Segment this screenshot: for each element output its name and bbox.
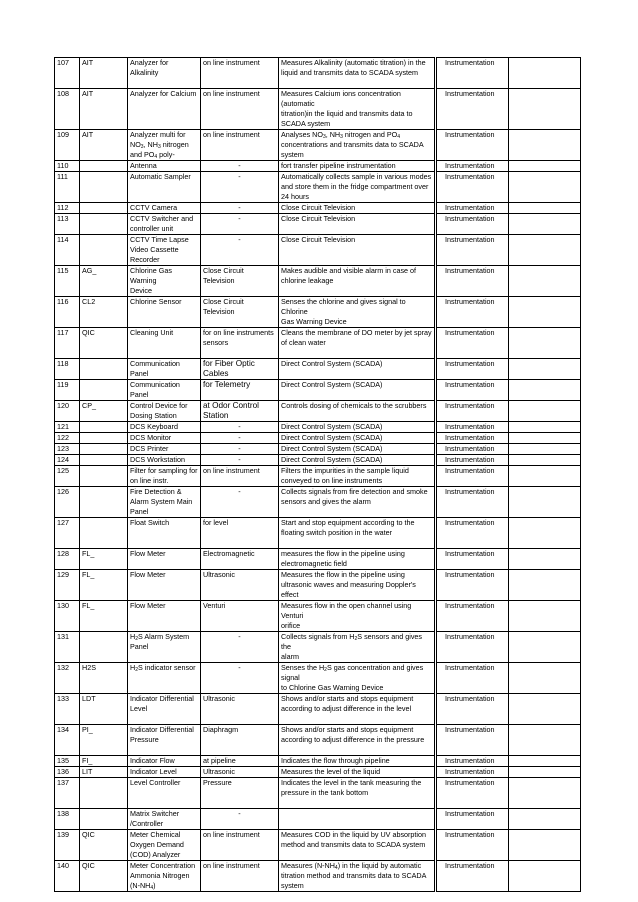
table-row: [55, 380, 581, 401]
cell-category: Instrumentation: [436, 861, 509, 892]
table-row: [55, 161, 581, 172]
cell-item-number: 110: [55, 161, 80, 172]
cell-notes: [509, 172, 581, 203]
cell-tag: PI_: [80, 725, 128, 756]
cell-tag: [80, 809, 128, 830]
cell-tag: AIT: [80, 58, 128, 89]
cell-category: Instrumentation: [436, 725, 509, 756]
cell-type: Close Circuit Television: [201, 266, 279, 297]
cell-description: Direct Control System (SCADA): [279, 380, 436, 401]
cell-description: Cleans the membrane of DO meter by jet spray of clean water: [279, 328, 436, 359]
cell-equipment-name: Analyzer for Calcium: [128, 89, 201, 130]
cell-category: Instrumentation: [436, 455, 509, 466]
cell-notes: [509, 235, 581, 266]
cell-notes: [509, 422, 581, 433]
cell-item-number: 122: [55, 433, 80, 444]
equipment-table: [54, 57, 581, 892]
cell-item-number: 140: [55, 861, 80, 892]
cell-equipment-name: Automatic Sampler: [128, 172, 201, 203]
cell-category: Instrumentation: [436, 601, 509, 632]
cell-notes: [509, 266, 581, 297]
cell-notes: [509, 214, 581, 235]
cell-category: Instrumentation: [436, 570, 509, 601]
cell-type: Close Circuit Television: [201, 297, 279, 328]
cell-notes: [509, 203, 581, 214]
cell-equipment-name: Communication Panel: [128, 380, 201, 401]
table-row: [55, 663, 581, 694]
cell-item-number: 139: [55, 830, 80, 861]
table-row: [55, 444, 581, 455]
cell-description: Direct Control System (SCADA): [279, 359, 436, 380]
cell-item-number: 114: [55, 235, 80, 266]
cell-category: Instrumentation: [436, 444, 509, 455]
cell-notes: [509, 549, 581, 570]
cell-type: -: [201, 161, 279, 172]
cell-tag: QIC: [80, 328, 128, 359]
table-body: [55, 58, 581, 892]
cell-description: Direct Control System (SCADA): [279, 455, 436, 466]
table-row: [55, 401, 581, 422]
cell-description: Indicates the flow through pipeline: [279, 756, 436, 767]
cell-description: Senses the chlorine and gives signal to Chlorine Gas Warning Device: [279, 297, 436, 328]
cell-type: -: [201, 422, 279, 433]
cell-item-number: 129: [55, 570, 80, 601]
cell-category: Instrumentation: [436, 89, 509, 130]
cell-tag: H2S: [80, 663, 128, 694]
cell-tag: [80, 632, 128, 663]
cell-description: Measures flow in the open channel using Venturi orifice: [279, 601, 436, 632]
cell-category: Instrumentation: [436, 756, 509, 767]
cell-type: on line instrument: [201, 830, 279, 861]
cell-category: Instrumentation: [436, 632, 509, 663]
table-row: [55, 58, 581, 89]
cell-equipment-name: Analyzer for Alkalinity: [128, 58, 201, 89]
cell-item-number: 127: [55, 518, 80, 549]
cell-category: Instrumentation: [436, 161, 509, 172]
cell-description: Collects signals from fire detection and smoke sensors and gives the alarm: [279, 487, 436, 518]
cell-tag: QIC: [80, 861, 128, 892]
cell-description: Analyses $NO_3$, $NH_3$ nitrogen and $PO_4$ concentrations and transmits data to SCADA system: [279, 130, 436, 161]
cell-equipment-name: CCTV Camera: [128, 203, 201, 214]
cell-description: Filters the impurities in the sample liquid conveyed to on line instruments: [279, 466, 436, 487]
cell-description: Indicates the level in the tank measuring the pressure in the tank bottom: [279, 778, 436, 809]
cell-type: -: [201, 487, 279, 518]
cell-notes: [509, 297, 581, 328]
cell-description: Shows and/or starts and stops equipment according to adjust difference in the level: [279, 694, 436, 725]
cell-tag: [80, 444, 128, 455]
table-row: [55, 89, 581, 130]
cell-type: Ultrasonic: [201, 570, 279, 601]
cell-tag: AG_: [80, 266, 128, 297]
table-row: [55, 830, 581, 861]
cell-description: Senses the $H_2S$ gas concentration and gives signal to Chlorine Gas Warning Device: [279, 663, 436, 694]
table-row: [55, 767, 581, 778]
cell-equipment-name: Indicator Differential Pressure: [128, 725, 201, 756]
cell-tag: [80, 380, 128, 401]
cell-type: at Odor Control Station: [201, 401, 279, 422]
cell-item-number: 112: [55, 203, 80, 214]
table-row: [55, 422, 581, 433]
cell-tag: [80, 214, 128, 235]
cell-tag: AIT: [80, 89, 128, 130]
table-row: [55, 487, 581, 518]
cell-tag: [80, 172, 128, 203]
cell-equipment-name: Antenna: [128, 161, 201, 172]
cell-equipment-name: Flow Meter: [128, 549, 201, 570]
cell-category: Instrumentation: [436, 809, 509, 830]
table-row: [55, 235, 581, 266]
cell-category: Instrumentation: [436, 401, 509, 422]
cell-category: Instrumentation: [436, 235, 509, 266]
cell-item-number: 132: [55, 663, 80, 694]
cell-notes: [509, 455, 581, 466]
cell-equipment-name: Flow Meter: [128, 601, 201, 632]
cell-equipment-name: CCTV Switcher and controller unit: [128, 214, 201, 235]
cell-category: Instrumentation: [436, 518, 509, 549]
cell-category: Instrumentation: [436, 663, 509, 694]
cell-item-number: 107: [55, 58, 80, 89]
cell-description: Direct Control System (SCADA): [279, 422, 436, 433]
cell-description: Measures Calcium ions concentration (automatic titration)in the liquid and transmits data to SCADA system: [279, 89, 436, 130]
cell-equipment-name: DCS Monitor: [128, 433, 201, 444]
cell-notes: [509, 380, 581, 401]
cell-description: Direct Control System (SCADA): [279, 444, 436, 455]
cell-notes: [509, 570, 581, 601]
cell-equipment-name: Cleaning Unit: [128, 328, 201, 359]
cell-tag: FL_: [80, 570, 128, 601]
cell-type: for level: [201, 518, 279, 549]
cell-notes: [509, 601, 581, 632]
cell-category: Instrumentation: [436, 422, 509, 433]
cell-notes: [509, 694, 581, 725]
cell-item-number: 125: [55, 466, 80, 487]
cell-tag: [80, 422, 128, 433]
cell-description: Measures COD in the liquid by UV absorption method and transmits data to SCADA system: [279, 830, 436, 861]
cell-type: -: [201, 455, 279, 466]
cell-item-number: 121: [55, 422, 80, 433]
table-row: [55, 778, 581, 809]
cell-item-number: 111: [55, 172, 80, 203]
cell-equipment-name: Indicator Flow: [128, 756, 201, 767]
cell-equipment-name: Indicator Differential Level: [128, 694, 201, 725]
cell-type: on line instrument: [201, 466, 279, 487]
cell-category: Instrumentation: [436, 487, 509, 518]
cell-type: on line instrument: [201, 861, 279, 892]
cell-type: -: [201, 632, 279, 663]
cell-item-number: 119: [55, 380, 80, 401]
cell-type: for Telemetry: [201, 380, 279, 401]
cell-tag: [80, 455, 128, 466]
cell-type: -: [201, 172, 279, 203]
cell-equipment-name: Flow Meter: [128, 570, 201, 601]
table-row: [55, 601, 581, 632]
cell-type: Ultrasonic: [201, 767, 279, 778]
cell-tag: [80, 487, 128, 518]
table-row: [55, 809, 581, 830]
cell-item-number: 120: [55, 401, 80, 422]
table-row: [55, 130, 581, 161]
cell-equipment-name: Indicator Level: [128, 767, 201, 778]
cell-description: Measures Alkalinity (automatic titration) in the liquid and transmits data to SCADA system: [279, 58, 436, 89]
cell-equipment-name: DCS Workstation: [128, 455, 201, 466]
cell-category: Instrumentation: [436, 297, 509, 328]
cell-description: Measures the level of the liquid: [279, 767, 436, 778]
cell-item-number: 128: [55, 549, 80, 570]
table-row: [55, 694, 581, 725]
cell-notes: [509, 767, 581, 778]
cell-tag: [80, 778, 128, 809]
cell-tag: QIC: [80, 830, 128, 861]
cell-type: Ultrasonic: [201, 694, 279, 725]
cell-category: Instrumentation: [436, 328, 509, 359]
cell-notes: [509, 433, 581, 444]
cell-type: Pressure: [201, 778, 279, 809]
cell-category: Instrumentation: [436, 266, 509, 297]
cell-equipment-name: CCTV Time Lapse Video Cassette Recorder: [128, 235, 201, 266]
cell-notes: [509, 359, 581, 380]
cell-tag: LDT: [80, 694, 128, 725]
cell-notes: [509, 444, 581, 455]
cell-category: Instrumentation: [436, 466, 509, 487]
cell-tag: [80, 433, 128, 444]
cell-equipment-name: Control Device for Dosing Station: [128, 401, 201, 422]
cell-type: at pipeline: [201, 756, 279, 767]
table-row: [55, 214, 581, 235]
cell-tag: FL_: [80, 601, 128, 632]
cell-category: Instrumentation: [436, 767, 509, 778]
cell-tag: CL2: [80, 297, 128, 328]
cell-item-number: 134: [55, 725, 80, 756]
cell-type: Venturi: [201, 601, 279, 632]
cell-type: on line instrument: [201, 58, 279, 89]
cell-description: Close Circuit Television: [279, 214, 436, 235]
cell-type: for Fiber Optic Cables: [201, 359, 279, 380]
cell-tag: [80, 235, 128, 266]
cell-category: Instrumentation: [436, 380, 509, 401]
cell-equipment-name: Meter Chemical Oxygen Demand (COD) Analyzer: [128, 830, 201, 861]
table-row: [55, 466, 581, 487]
cell-description: Close Circuit Television: [279, 235, 436, 266]
cell-item-number: 113: [55, 214, 80, 235]
cell-type: on line instrument: [201, 130, 279, 161]
table-row: [55, 266, 581, 297]
cell-equipment-name: $H_2S$ Alarm System Panel: [128, 632, 201, 663]
cell-tag: [80, 466, 128, 487]
table-row: [55, 359, 581, 380]
cell-item-number: 108: [55, 89, 80, 130]
cell-item-number: 133: [55, 694, 80, 725]
cell-description: Controls dosing of chemicals to the scrubbers: [279, 401, 436, 422]
table-row: [55, 203, 581, 214]
cell-type: -: [201, 809, 279, 830]
cell-description: measures the flow in the pipeline using electromagnetic field: [279, 549, 436, 570]
cell-type: Electromagnetic: [201, 549, 279, 570]
cell-equipment-name: Fire Detection & Alarm System Main Panel: [128, 487, 201, 518]
cell-notes: [509, 466, 581, 487]
cell-equipment-name: Meter Concentration Ammonia Nitrogen $(N-NH_4)$: [128, 861, 201, 892]
cell-notes: [509, 58, 581, 89]
cell-notes: [509, 756, 581, 767]
cell-equipment-name: Chlorine Gas Warning Device: [128, 266, 201, 297]
cell-category: Instrumentation: [436, 130, 509, 161]
cell-equipment-name: DCS Printer: [128, 444, 201, 455]
cell-type: -: [201, 433, 279, 444]
cell-tag: AIT: [80, 130, 128, 161]
cell-description: Measures $(N-NH_4)$ in the liquid by automatic titration method and transmits data to SCADA system: [279, 861, 436, 892]
cell-type: -: [201, 214, 279, 235]
table-row: [55, 328, 581, 359]
cell-tag: [80, 203, 128, 214]
cell-description: Collects signals from $H_2S$ sensors and gives the alarm: [279, 632, 436, 663]
cell-notes: [509, 130, 581, 161]
table-row: [55, 172, 581, 203]
table-row: [55, 570, 581, 601]
cell-type: Diaphragm: [201, 725, 279, 756]
cell-category: Instrumentation: [436, 203, 509, 214]
cell-notes: [509, 518, 581, 549]
cell-notes: [509, 89, 581, 130]
cell-description: Close Circuit Television: [279, 203, 436, 214]
cell-type: for on line instruments sensors: [201, 328, 279, 359]
cell-category: Instrumentation: [436, 549, 509, 570]
cell-item-number: 115: [55, 266, 80, 297]
cell-tag: FL_: [80, 549, 128, 570]
cell-category: Instrumentation: [436, 214, 509, 235]
cell-item-number: 137: [55, 778, 80, 809]
cell-description: Start and stop equipment according to the floating switch position in the water: [279, 518, 436, 549]
table-row: [55, 433, 581, 444]
cell-equipment-name: Matrix Switcher /Controller: [128, 809, 201, 830]
table-row: [55, 455, 581, 466]
cell-notes: [509, 725, 581, 756]
cell-description: [279, 809, 436, 830]
table-row: [55, 518, 581, 549]
cell-tag: [80, 518, 128, 549]
cell-equipment-name: Communication Panel: [128, 359, 201, 380]
cell-notes: [509, 401, 581, 422]
cell-item-number: 135: [55, 756, 80, 767]
cell-item-number: 124: [55, 455, 80, 466]
cell-equipment-name: Chlorine Sensor: [128, 297, 201, 328]
cell-tag: CP_: [80, 401, 128, 422]
table-row: [55, 756, 581, 767]
cell-item-number: 117: [55, 328, 80, 359]
cell-equipment-name: $H_2S$ indicator sensor: [128, 663, 201, 694]
cell-equipment-name: DCS Keyboard: [128, 422, 201, 433]
cell-notes: [509, 632, 581, 663]
cell-equipment-name: Float Switch: [128, 518, 201, 549]
cell-equipment-name: Filter for sampling for on line instr.: [128, 466, 201, 487]
cell-notes: [509, 809, 581, 830]
table-row: [55, 725, 581, 756]
cell-type: -: [201, 235, 279, 266]
cell-category: Instrumentation: [436, 694, 509, 725]
cell-tag: [80, 161, 128, 172]
cell-notes: [509, 161, 581, 172]
cell-description: Measures the flow in the pipeline using ultrasonic waves and measuring Doppler's effect: [279, 570, 436, 601]
cell-category: Instrumentation: [436, 58, 509, 89]
cell-item-number: 131: [55, 632, 80, 663]
cell-item-number: 118: [55, 359, 80, 380]
cell-item-number: 126: [55, 487, 80, 518]
table-row: [55, 297, 581, 328]
cell-item-number: 123: [55, 444, 80, 455]
cell-type: -: [201, 663, 279, 694]
cell-description: Makes audible and visible alarm in case of chlorine leakage: [279, 266, 436, 297]
cell-equipment-name: Analyzer multi for $NO_3$, $NH_3$ nitrogen and $PO_4$ poly-: [128, 130, 201, 161]
cell-equipment-name: Level Controller: [128, 778, 201, 809]
cell-notes: [509, 778, 581, 809]
cell-notes: [509, 861, 581, 892]
cell-item-number: 138: [55, 809, 80, 830]
cell-notes: [509, 830, 581, 861]
cell-item-number: 109: [55, 130, 80, 161]
cell-description: Direct Control System (SCADA): [279, 433, 436, 444]
cell-notes: [509, 328, 581, 359]
cell-tag: FI_: [80, 756, 128, 767]
table-row: [55, 549, 581, 570]
cell-description: fort transfer pipeline instrumentation: [279, 161, 436, 172]
cell-tag: [80, 359, 128, 380]
cell-item-number: 136: [55, 767, 80, 778]
cell-type: on line instrument: [201, 89, 279, 130]
cell-type: -: [201, 203, 279, 214]
cell-tag: LIT: [80, 767, 128, 778]
cell-category: Instrumentation: [436, 359, 509, 380]
cell-category: Instrumentation: [436, 830, 509, 861]
cell-type: -: [201, 444, 279, 455]
cell-description: Shows and/or starts and stops equipment according to adjust difference in the pressure: [279, 725, 436, 756]
cell-notes: [509, 663, 581, 694]
cell-item-number: 116: [55, 297, 80, 328]
cell-category: Instrumentation: [436, 433, 509, 444]
cell-notes: [509, 487, 581, 518]
cell-item-number: 130: [55, 601, 80, 632]
cell-category: Instrumentation: [436, 172, 509, 203]
table-row: [55, 861, 581, 892]
table-row: [55, 632, 581, 663]
cell-description: Automatically collects sample in various modes and store them in the fridge compartment over 24 hours: [279, 172, 436, 203]
cell-category: Instrumentation: [436, 778, 509, 809]
